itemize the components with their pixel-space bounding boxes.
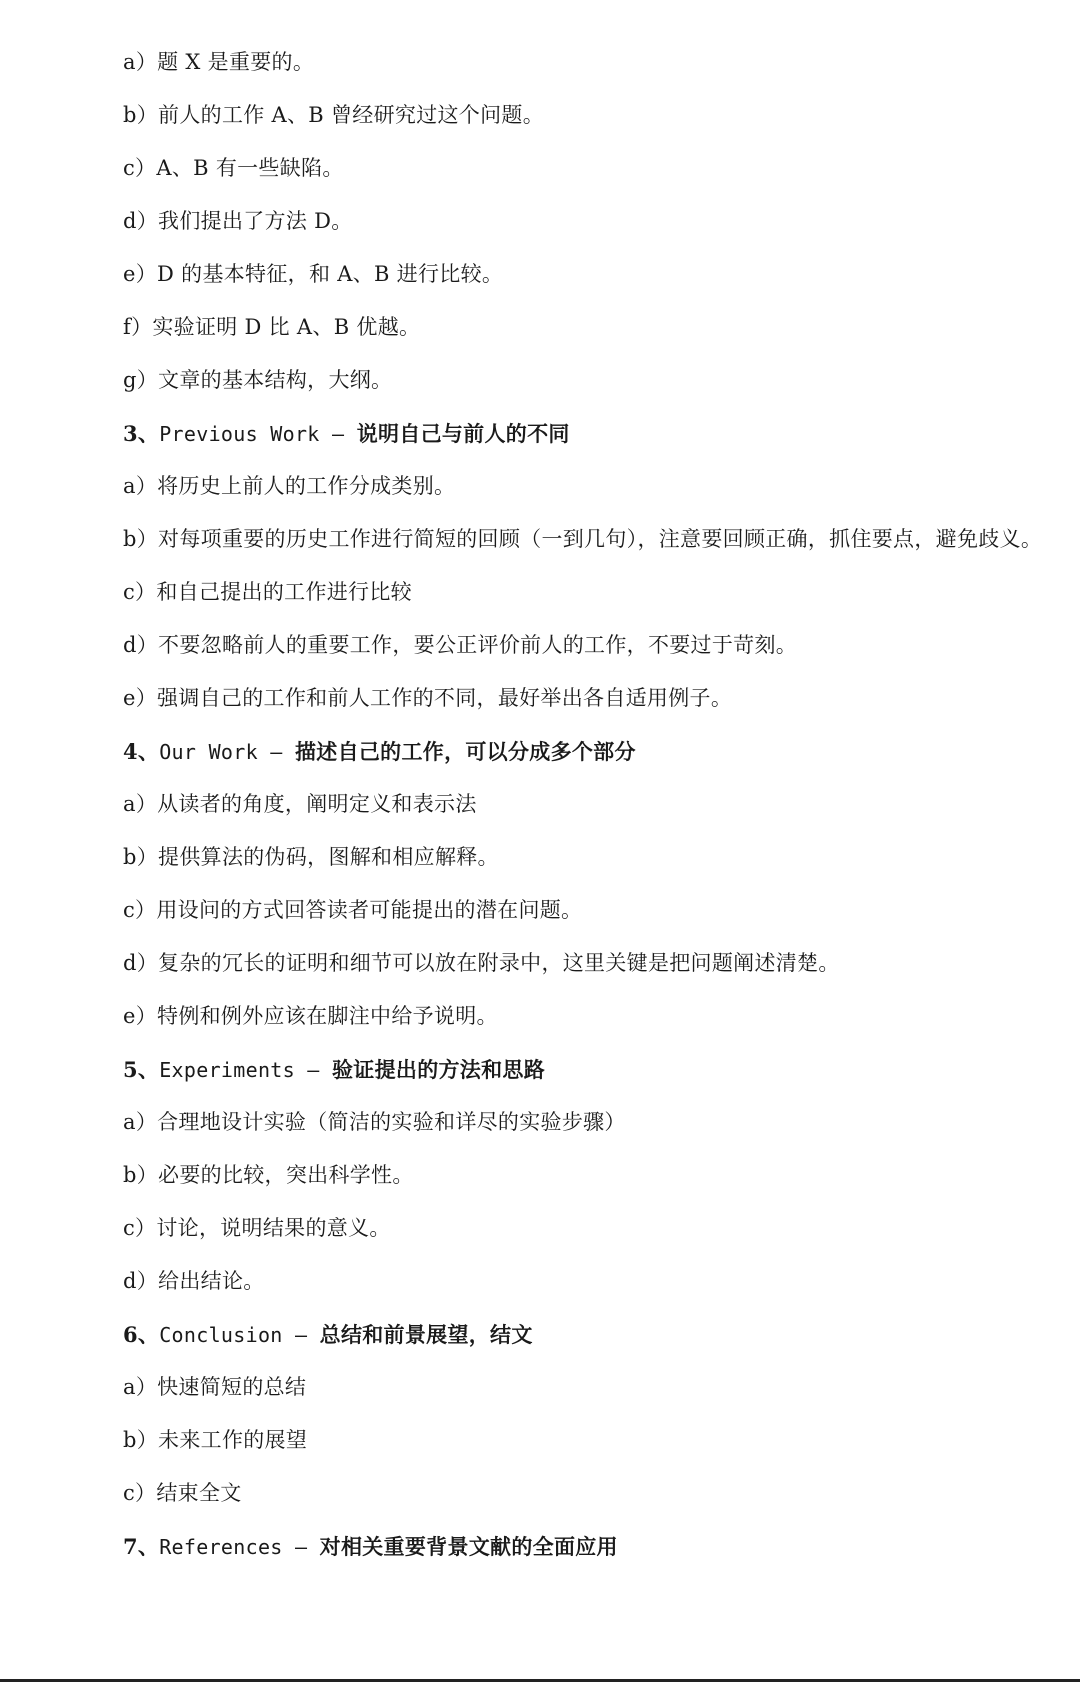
- section-title-zh: 总结和前景展望，结文: [319, 1322, 533, 1347]
- list-item: d）给出结论。: [123, 1269, 265, 1293]
- list-item: d）复杂的冗长的证明和细节可以放在附录中，这里关键是把问题阐述清楚。: [123, 951, 840, 975]
- list-item: b）提供算法的伪码，图解和相应解释。: [123, 845, 499, 869]
- section-title-en: Conclusion –: [159, 1323, 320, 1347]
- list-item: c）A、B 有一些缺陷。: [123, 156, 344, 180]
- bottom-divider: [0, 1679, 1080, 1682]
- list-item: a）将历史上前人的工作分成类别。: [123, 474, 456, 498]
- section-number: 6、: [123, 1322, 160, 1347]
- list-item: c）讨论，说明结果的意义。: [123, 1216, 391, 1240]
- list-item: f）实验证明 D 比 A、B 优越。: [123, 315, 421, 339]
- list-item: e）特例和例外应该在脚注中给予说明。: [123, 1004, 498, 1028]
- list-item: d）不要忽略前人的重要工作，要公正评价前人的工作，不要过于苛刻。: [123, 633, 798, 657]
- section-title-zh: 对相关重要背景文献的全面应用: [319, 1534, 618, 1559]
- section-number: 7、: [123, 1534, 160, 1559]
- section-title-zh: 说明自己与前人的不同: [356, 421, 570, 446]
- section-heading: [123, 725, 1058, 778]
- list-item: d）我们提出了方法 D。: [123, 209, 353, 233]
- section-heading: [123, 1308, 1058, 1361]
- list-item: c）结束全文: [123, 1481, 242, 1505]
- list-item: b）对每项重要的历史工作进行简短的回顾（一到几句），注意要回顾正确，抓住要点，避免歧义。: [123, 527, 1043, 551]
- section-title-en: Our Work –: [159, 740, 295, 764]
- list-item: b）前人的工作 A、B 曾经研究过这个问题。: [123, 103, 544, 127]
- section-heading: [123, 1520, 1058, 1573]
- section-number: 4、: [123, 739, 160, 764]
- section-title-en: Experiments –: [159, 1058, 332, 1082]
- section-title-en: Previous Work –: [159, 422, 357, 446]
- list-item: c）和自己提出的工作进行比较: [123, 580, 412, 604]
- section-heading: [123, 1043, 1058, 1096]
- list-item: a）快速简短的总结: [123, 1375, 307, 1399]
- section-number: 5、: [123, 1057, 160, 1082]
- list-item: a）合理地设计实验（简洁的实验和详尽的实验步骤）: [123, 1110, 626, 1134]
- list-item: e）D 的基本特征，和 A、B 进行比较。: [123, 262, 504, 286]
- list-item: a）从读者的角度，阐明定义和表示法: [123, 792, 477, 816]
- section-heading: [123, 407, 1058, 460]
- section-title-zh: 描述自己的工作，可以分成多个部分: [294, 739, 636, 764]
- section-title-en: References –: [159, 1535, 320, 1559]
- section-title-zh: 验证提出的方法和思路: [332, 1057, 545, 1082]
- list-item: g）文章的基本结构，大纲。: [123, 368, 393, 392]
- document-body: [123, 36, 1058, 1573]
- list-item: b）必要的比较，突出科学性。: [123, 1163, 414, 1187]
- list-item: b）未来工作的展望: [123, 1428, 308, 1452]
- list-item: c）用设问的方式回答读者可能提出的潜在问题。: [123, 898, 583, 922]
- list-item: a）题 X 是重要的。: [123, 50, 315, 74]
- section-number: 3、: [123, 421, 160, 446]
- list-item: e）强调自己的工作和前人工作的不同，最好举出各自适用例子。: [123, 686, 733, 710]
